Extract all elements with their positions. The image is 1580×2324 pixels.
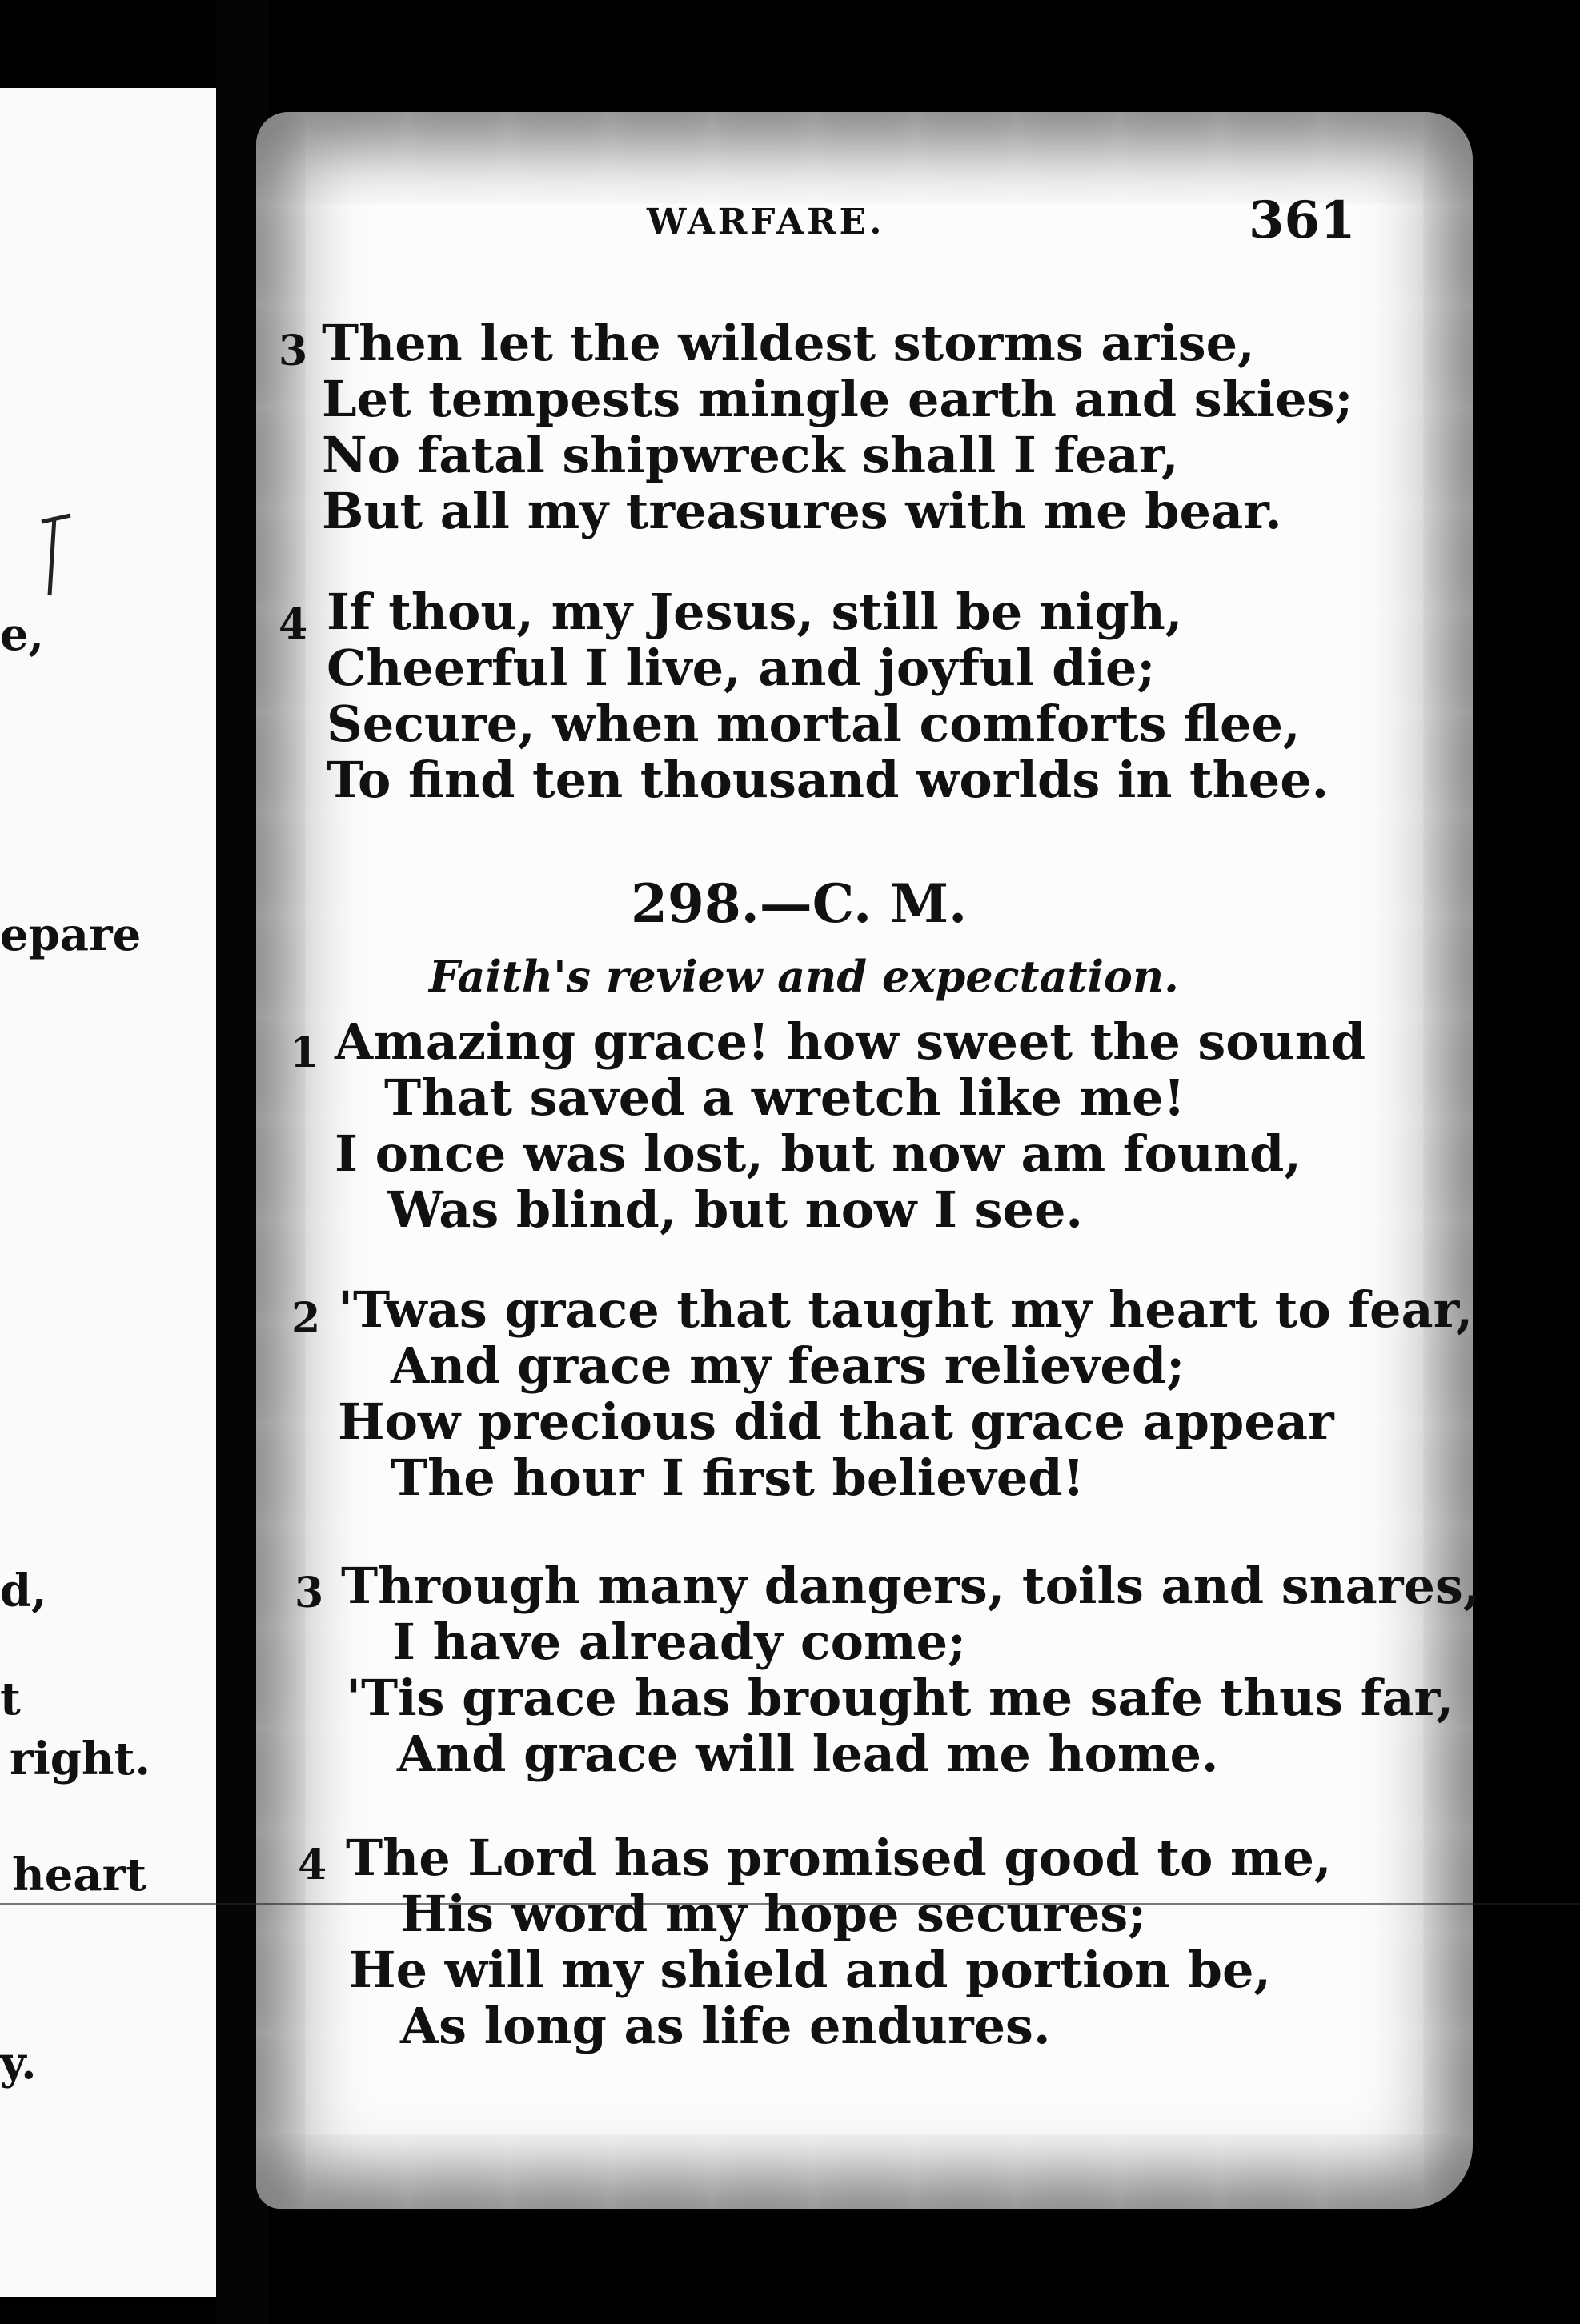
- verse-line: Secure, when mortal comforts flee,: [327, 695, 1301, 753]
- verse-line: As long as life endures.: [400, 1997, 1051, 2055]
- left-fragment: y.: [0, 2037, 37, 2090]
- verse-line: How precious did that grace appear: [338, 1392, 1334, 1451]
- left-fragment: heart: [12, 1849, 146, 1901]
- verse-line: Through many dangers, toils and snares,: [341, 1557, 1481, 1615]
- left-fragment: d,: [0, 1565, 47, 1617]
- verse-line: And grace will lead me home.: [397, 1725, 1219, 1783]
- verse-line: The Lord has promised good to me,: [346, 1829, 1332, 1887]
- verse-line: And grace my fears relieved;: [391, 1336, 1185, 1395]
- left-fragment: right.: [10, 1733, 151, 1785]
- stanza-number: 2: [291, 1294, 321, 1343]
- verse-line: Let tempests mingle earth and skies;: [322, 370, 1353, 428]
- running-title: WARFARE.: [647, 202, 885, 242]
- verse-line: To find ten thousand worlds in thee.: [327, 751, 1329, 809]
- verse-line: 'Tis grace has brought me safe thus far,: [346, 1669, 1454, 1727]
- verse-line: Was blind, but now I see.: [387, 1180, 1083, 1239]
- verse-line: Then let the wildest storms arise,: [322, 314, 1255, 372]
- stanza-number: 1: [290, 1028, 319, 1077]
- stanza-number: 4: [298, 1841, 327, 1889]
- verse-line: Amazing grace! how sweet the sound: [335, 1012, 1366, 1071]
- verse-line: That saved a wretch like me!: [384, 1068, 1185, 1127]
- left-page-edge: [0, 88, 216, 2297]
- verse-line: Cheerful I live, and joyful die;: [327, 639, 1156, 697]
- stanza-number: 4: [279, 600, 308, 649]
- verse-line: But all my treasures with me bear.: [322, 482, 1282, 540]
- left-fragment: e,: [0, 608, 45, 661]
- left-fragment: epare: [0, 908, 142, 961]
- page-number: 361: [1249, 190, 1356, 250]
- hymn-subtitle: Faith's review and expectation.: [429, 951, 1179, 1002]
- hymn-title: 298.—C. M.: [631, 872, 968, 935]
- verse-line: No fatal shipwreck shall I fear,: [322, 426, 1179, 484]
- verse-line: His word my hope secures;: [400, 1885, 1147, 1943]
- verse-line: The hour I first believed!: [391, 1448, 1085, 1507]
- stanza-number: 3: [279, 327, 308, 375]
- stanza-number: 3: [295, 1569, 324, 1617]
- handwritten-mark: [40, 512, 72, 600]
- verse-line: If thou, my Jesus, still be nigh,: [327, 583, 1183, 641]
- verse-line: I have already come;: [392, 1613, 966, 1671]
- verse-line: He will my shield and portion be,: [349, 1941, 1272, 1999]
- verse-line: I once was lost, but now am found,: [335, 1124, 1301, 1183]
- verse-line: 'Twas grace that taught my heart to fear,: [338, 1280, 1474, 1339]
- left-fragment: t: [0, 1673, 21, 1725]
